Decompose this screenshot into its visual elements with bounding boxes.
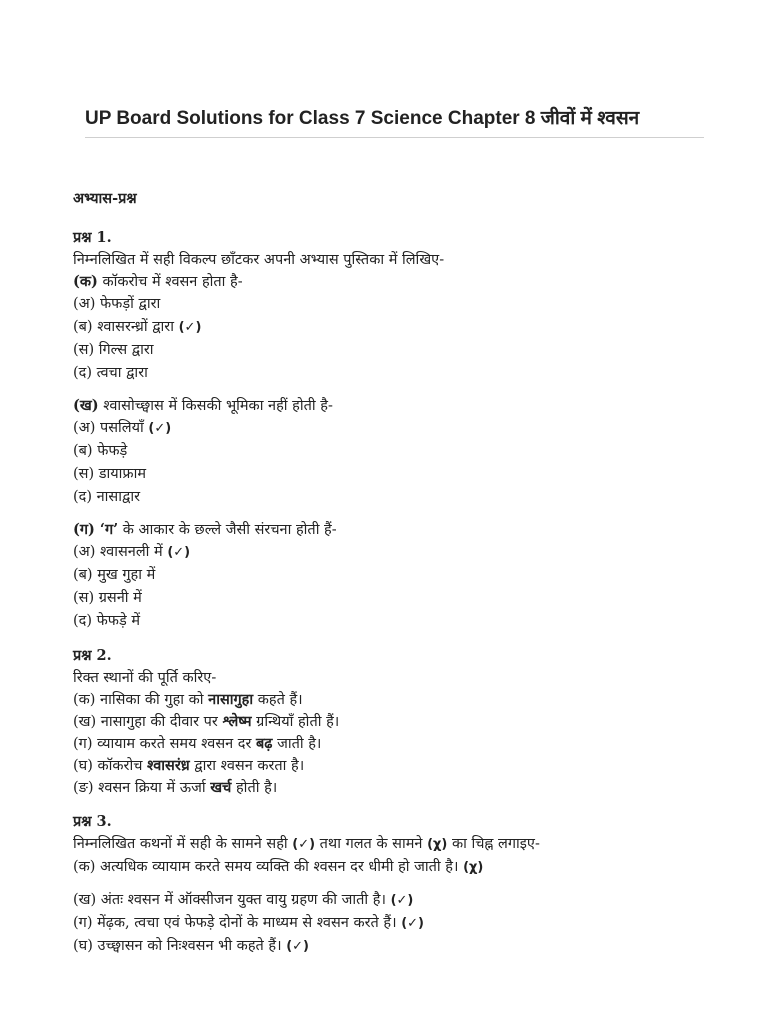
tick-mark: (✓) bbox=[401, 916, 424, 931]
page-title: UP Board Solutions for Class 7 Science Chapter 8 जीवों में श्वसन bbox=[85, 108, 640, 129]
line-text: का चिह्न लगाइए- bbox=[447, 836, 540, 852]
answer-word: खर्च bbox=[210, 779, 232, 796]
spacer bbox=[73, 879, 733, 889]
option bbox=[73, 316, 733, 339]
option-text: (द) फेफड़े में bbox=[73, 613, 141, 629]
q2-label: प्रश्न 2. bbox=[73, 647, 112, 664]
fill-blank-line bbox=[73, 777, 733, 799]
statement bbox=[73, 889, 733, 912]
option bbox=[73, 587, 733, 610]
part-tag: (ग) ‘ग’ bbox=[73, 521, 119, 538]
tick-mark: (✓) bbox=[292, 837, 316, 852]
answer-word: श्लेष्म bbox=[222, 713, 252, 730]
q1-part-ka bbox=[73, 271, 733, 385]
tick-mark: (✓) bbox=[286, 939, 309, 954]
spacer bbox=[73, 385, 733, 395]
q1-part-kha bbox=[73, 395, 733, 509]
cross-mark: (χ) bbox=[427, 837, 448, 852]
answer-word: नासागुहा bbox=[208, 691, 254, 708]
option bbox=[73, 564, 733, 587]
q1-part-question bbox=[73, 271, 733, 293]
answer-word: श्वासरंध्र bbox=[147, 757, 190, 774]
line-text: निम्नलिखित कथनों में सही के सामने सही bbox=[73, 836, 293, 852]
part-question-text: कॉकरोच में श्वसन होता है- bbox=[97, 274, 243, 290]
option-text: (ब) श्वासरन्ध्रों द्वारा bbox=[73, 319, 179, 335]
spacer bbox=[73, 633, 733, 645]
spacer bbox=[73, 509, 733, 519]
option-text: (स) गिल्स द्वारा bbox=[73, 342, 154, 358]
tick-mark: (✓) bbox=[167, 545, 191, 560]
option-text: (स) डायाफ्राम bbox=[73, 466, 147, 482]
option bbox=[73, 293, 733, 316]
statement-text: (क) अत्यधिक व्यायाम करते समय व्यक्ति की श्वसन दर धीमी हो जाती है। bbox=[73, 859, 464, 875]
q1-label: प्रश्न 1. bbox=[73, 229, 112, 246]
fill-blank-line bbox=[73, 689, 733, 711]
q3-label: प्रश्न 3. bbox=[73, 813, 112, 830]
line-text: कहते हैं। bbox=[253, 692, 303, 708]
line-text: होती है। bbox=[231, 780, 278, 796]
q1-part-question bbox=[73, 395, 733, 417]
q2-instruction: रिक्त स्थानों की पूर्ति करिए- bbox=[73, 670, 217, 686]
line-text: (घ) कॉकरोच bbox=[73, 758, 148, 774]
option-text: (अ) पसलियाँ bbox=[73, 420, 149, 436]
option bbox=[73, 362, 733, 385]
tick-mark: (✓) bbox=[390, 893, 414, 908]
line-text: (ङ) श्वसन क्रिया में ऊर्जा bbox=[73, 780, 211, 796]
q1-part-ga bbox=[73, 519, 733, 633]
option bbox=[73, 486, 733, 509]
option bbox=[73, 417, 733, 440]
option bbox=[73, 339, 733, 362]
q1-instruction: निम्नलिखित में सही विकल्प छाँटकर अपनी अभ्यास पुस्तिका में लिखिए- bbox=[73, 252, 445, 268]
option bbox=[73, 610, 733, 633]
statement bbox=[73, 912, 733, 935]
option bbox=[73, 541, 733, 564]
line-text: (ख) नासागुहा की दीवार पर bbox=[73, 714, 223, 730]
option-text: (द) नासाद्वार bbox=[73, 489, 141, 505]
line-text: जाती है। bbox=[272, 736, 322, 752]
part-tag: (क) bbox=[73, 273, 98, 290]
fill-blank-line bbox=[73, 755, 733, 777]
option-text: (द) त्वचा द्वारा bbox=[73, 365, 148, 381]
tick-mark: (✓) bbox=[148, 421, 172, 436]
option-text: (अ) फेफड़ों द्वारा bbox=[73, 296, 161, 312]
line-text: (ग) व्यायाम करते समय श्वसन दर bbox=[73, 736, 257, 752]
statement-text: (ख) अंतः श्वसन में ऑक्सीजन युक्त वायु ग्रहण की जाती है। bbox=[73, 892, 391, 908]
document-body bbox=[73, 188, 733, 958]
part-question-text: के आकार के छल्ले जैसी संरचना होती हैं- bbox=[118, 522, 337, 538]
option-text: (स) ग्रसनी में bbox=[73, 590, 142, 606]
cross-mark: (χ) bbox=[463, 860, 484, 875]
option bbox=[73, 463, 733, 486]
line-text: द्वारा श्वसन करता है। bbox=[189, 758, 305, 774]
answer-word: बढ़ bbox=[256, 735, 273, 752]
fill-blank-line bbox=[73, 711, 733, 733]
statement bbox=[73, 856, 733, 879]
option-text: (ब) मुख गुहा में bbox=[73, 567, 156, 583]
part-tag: (ख) bbox=[73, 397, 99, 414]
title-divider bbox=[85, 137, 704, 138]
option-text: (अ) श्वासनली में bbox=[73, 544, 168, 560]
part-question-text: श्वासोच्छ्वास में किसकी भूमिका नहीं होती है- bbox=[98, 398, 333, 414]
statement-text: (ग) मेंढ़क, त्वचा एवं फेफड़े दोनों के माध्यम से श्वसन करते हैं। bbox=[73, 915, 402, 931]
line-text: ग्रन्थियाँ होती हैं। bbox=[251, 714, 340, 730]
q1-part-question bbox=[73, 519, 733, 541]
section-heading: अभ्यास-प्रश्न bbox=[73, 190, 137, 207]
line-text: तथा गलत के सामने bbox=[315, 836, 428, 852]
fill-blank-line bbox=[73, 733, 733, 755]
tick-mark: (✓) bbox=[178, 320, 202, 335]
option bbox=[73, 440, 733, 463]
statement-text: (घ) उच्छ्वासन को निःश्वसन भी कहते हैं। bbox=[73, 938, 287, 954]
option-text: (ब) फेफड़े bbox=[73, 443, 128, 459]
spacer bbox=[73, 799, 733, 811]
line-text: (क) नासिका की गुहा को bbox=[73, 692, 209, 708]
q3-instruction bbox=[73, 833, 733, 856]
statement bbox=[73, 935, 733, 958]
